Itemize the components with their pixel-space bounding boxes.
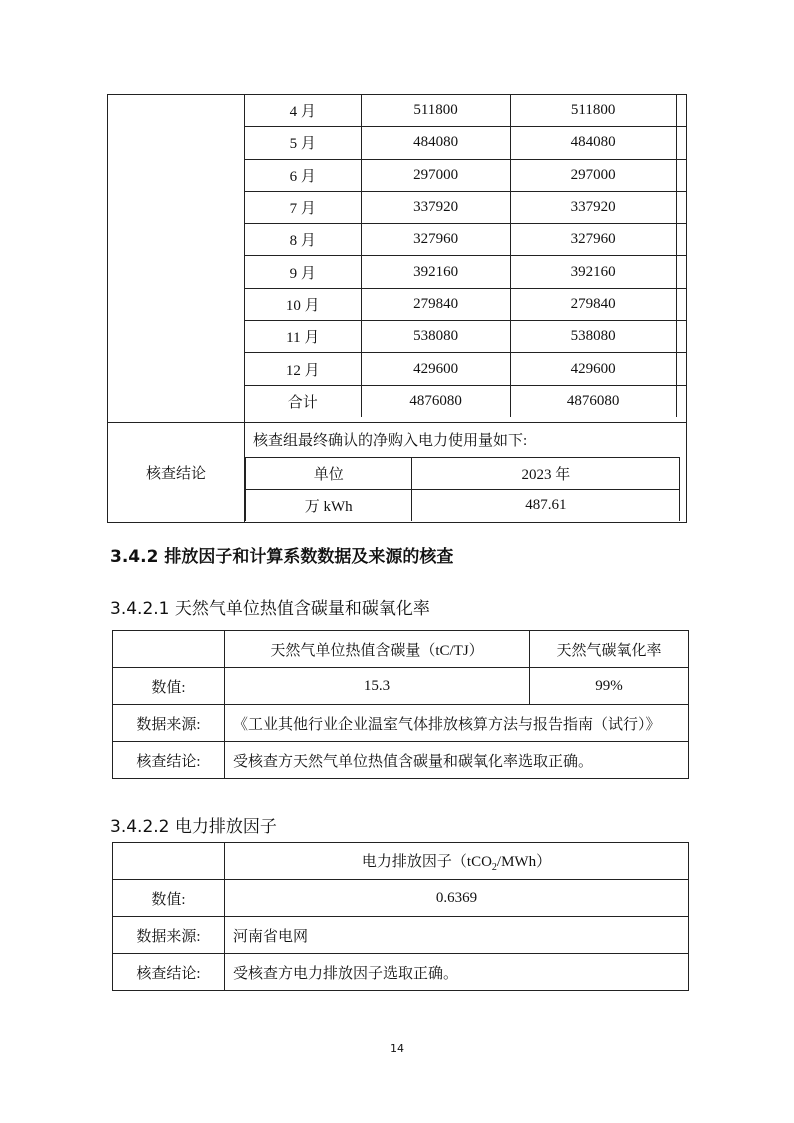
conclusion-label: 核查结论:	[113, 954, 225, 991]
header-suffix: /MWh）	[496, 853, 552, 870]
spacer-cell	[676, 159, 686, 191]
table-row	[245, 321, 686, 353]
conclusion-text: 核查组最终确认的净购入电力使用量如下:	[253, 433, 528, 449]
carbon-content-header: 天然气单位热值含碳量（tC/TJ）	[225, 631, 530, 668]
value-2-cell: 538080	[510, 321, 676, 353]
spacer-cell	[676, 224, 686, 256]
month-cell: 8 月	[245, 224, 361, 256]
year-value: 487.61	[412, 490, 680, 522]
table-row	[245, 127, 686, 159]
value-2-cell: 337920	[510, 191, 676, 223]
value-2-cell: 392160	[510, 256, 676, 288]
conclusion-label: 核查结论	[108, 423, 245, 523]
natural-gas-factor-table	[112, 630, 689, 779]
table-row	[245, 95, 686, 127]
section-heading-3-4-2: 3.4.2 排放因子和计算系数数据及来源的核查	[110, 547, 454, 567]
value-2-cell: 429600	[510, 353, 676, 385]
value-1-cell: 327960	[361, 224, 510, 256]
month-cell: 12 月	[245, 353, 361, 385]
table-row	[245, 353, 686, 385]
value-2-cell: 511800	[510, 95, 676, 127]
spacer-cell	[676, 288, 686, 320]
merged-blank-label-cell	[108, 95, 245, 423]
oxidation-rate-header: 天然气碳氧化率	[530, 631, 689, 668]
value-label: 数值:	[113, 880, 225, 917]
conclusion-text: 受核查方电力排放因子选取正确。	[225, 954, 689, 991]
blank-header-cell	[113, 843, 225, 880]
spacer-cell	[676, 256, 686, 288]
table-row	[245, 191, 686, 223]
month-cell: 4 月	[245, 95, 361, 127]
table-row	[245, 288, 686, 320]
source-text: 河南省电网	[225, 917, 689, 954]
month-cell: 合计	[245, 385, 361, 417]
month-cell: 11 月	[245, 321, 361, 353]
unit-value: 万 kWh	[246, 490, 412, 522]
spacer-cell	[676, 385, 686, 417]
emission-factor-header	[225, 843, 689, 880]
value-1-cell: 337920	[361, 191, 510, 223]
monthly-electricity-table-wrap	[107, 94, 687, 522]
value-label: 数值:	[113, 668, 225, 705]
value-2-cell: 297000	[510, 159, 676, 191]
source-label: 数据来源:	[113, 705, 225, 742]
value-2-cell: 327960	[510, 224, 676, 256]
spacer-cell	[676, 127, 686, 159]
month-cell: 9 月	[245, 256, 361, 288]
electricity-factor-table	[112, 842, 689, 991]
value-2-cell: 4876080	[510, 385, 676, 417]
conclusion-text: 受核查方天然气单位热值含碳量和碳氧化率选取正确。	[225, 742, 689, 779]
oxidation-rate-value: 99%	[530, 668, 689, 705]
spacer-cell	[676, 95, 686, 127]
emission-factor-value: 0.6369	[225, 880, 689, 917]
month-cell: 10 月	[245, 288, 361, 320]
value-1-cell: 484080	[361, 127, 510, 159]
value-1-cell: 511800	[361, 95, 510, 127]
spacer-cell	[676, 321, 686, 353]
table-row	[245, 385, 686, 417]
value-2-cell: 279840	[510, 288, 676, 320]
page-number: 14	[390, 1042, 404, 1055]
monthly-values-cell	[245, 95, 687, 423]
value-1-cell: 429600	[361, 353, 510, 385]
monthly-electricity-table	[107, 94, 687, 523]
month-cell: 6 月	[245, 159, 361, 191]
year-header: 2023 年	[412, 458, 680, 490]
header-prefix: 电力排放因子（tCO	[361, 853, 492, 870]
source-text: 《工业其他行业企业温室气体排放核算方法与报告指南（试行）》	[225, 705, 689, 742]
spacer-cell	[680, 490, 686, 522]
value-2-cell: 484080	[510, 127, 676, 159]
value-1-cell: 297000	[361, 159, 510, 191]
net-purchased-power-table	[245, 457, 686, 521]
spacer-cell	[676, 353, 686, 385]
table-row	[245, 256, 686, 288]
monthly-values-table	[245, 95, 686, 417]
conclusion-cell	[245, 423, 687, 523]
table-row	[245, 159, 686, 191]
month-cell: 5 月	[245, 127, 361, 159]
month-cell: 7 月	[245, 191, 361, 223]
carbon-content-value: 15.3	[225, 668, 530, 705]
section-heading-3-4-2-2: 3.4.2.2 电力排放因子	[110, 817, 277, 837]
spacer-cell	[680, 458, 686, 490]
conclusion-label: 核查结论:	[113, 742, 225, 779]
header-subscript: 2	[491, 861, 497, 873]
unit-header: 单位	[246, 458, 412, 490]
spacer-cell	[676, 191, 686, 223]
value-1-cell: 392160	[361, 256, 510, 288]
section-heading-3-4-2-1: 3.4.2.1 天然气单位热值含碳量和碳氧化率	[110, 599, 430, 619]
blank-header-cell	[113, 631, 225, 668]
value-1-cell: 279840	[361, 288, 510, 320]
value-1-cell: 4876080	[361, 385, 510, 417]
table-row	[245, 224, 686, 256]
value-1-cell: 538080	[361, 321, 510, 353]
source-label: 数据来源:	[113, 917, 225, 954]
